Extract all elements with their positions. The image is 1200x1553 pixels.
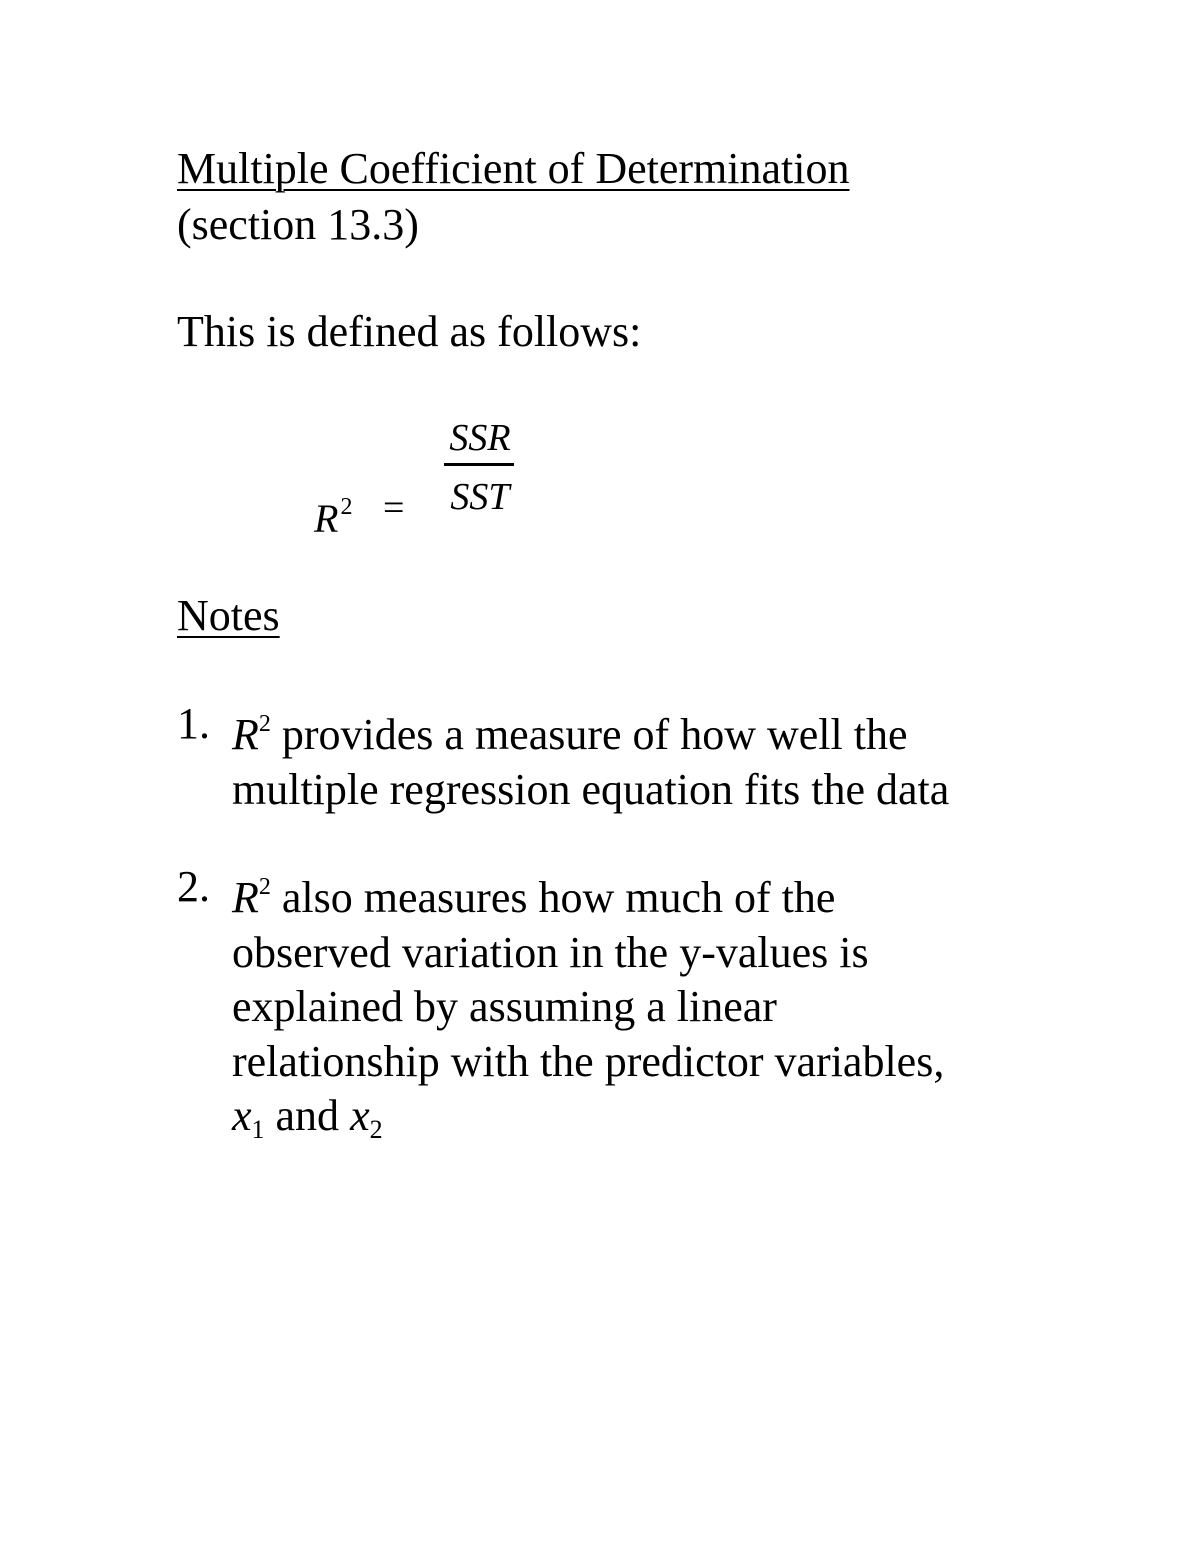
intro-text: This is defined as follows:: [177, 307, 642, 356]
r-symbol: R: [232, 710, 259, 759]
note-line: explained by assuming a linear: [232, 982, 777, 1031]
fraction-bar: [444, 463, 514, 466]
note-line: relationship with the predictor variables,: [232, 1036, 945, 1086]
formula-denominator: SST: [450, 476, 510, 518]
section-reference: (section 13.3): [177, 200, 419, 249]
formula-numerator: SSR: [449, 417, 511, 459]
formula-lhs-symbol: R: [314, 496, 339, 541]
note-number: 1.: [177, 699, 210, 748]
note-line: observed variation in the y-values is: [232, 927, 869, 977]
document-title: Multiple Coefficient of Determination: [177, 144, 850, 193]
variable-x1: x: [232, 1091, 252, 1140]
formula-equals-sign: =: [383, 487, 405, 529]
note-body: [232, 860, 1052, 1158]
r-squared-formula: [0, 0, 1200, 600]
notes-heading: Notes: [177, 591, 280, 640]
formula-lhs: [314, 483, 352, 543]
variable-x2: x: [350, 1091, 370, 1140]
note-text: provides a measure of how well the: [270, 710, 908, 759]
formula-lhs-exponent: 2: [340, 494, 353, 520]
r-exponent: 2: [258, 711, 271, 737]
note-line: [232, 1089, 1052, 1158]
note-text: also measures how much of the: [270, 873, 836, 922]
r-symbol: R: [232, 873, 259, 922]
note-number: 2.: [177, 862, 210, 911]
note-line: [232, 697, 1052, 763]
note-line: [232, 860, 1052, 926]
note-line: multiple regression equation fits the data: [232, 764, 950, 814]
r-exponent: 2: [258, 874, 271, 900]
subscript-2: 2: [369, 1115, 383, 1144]
subscript-1: 1: [251, 1115, 265, 1144]
conjunction-text: and: [264, 1091, 351, 1140]
note-body: [232, 697, 1052, 817]
